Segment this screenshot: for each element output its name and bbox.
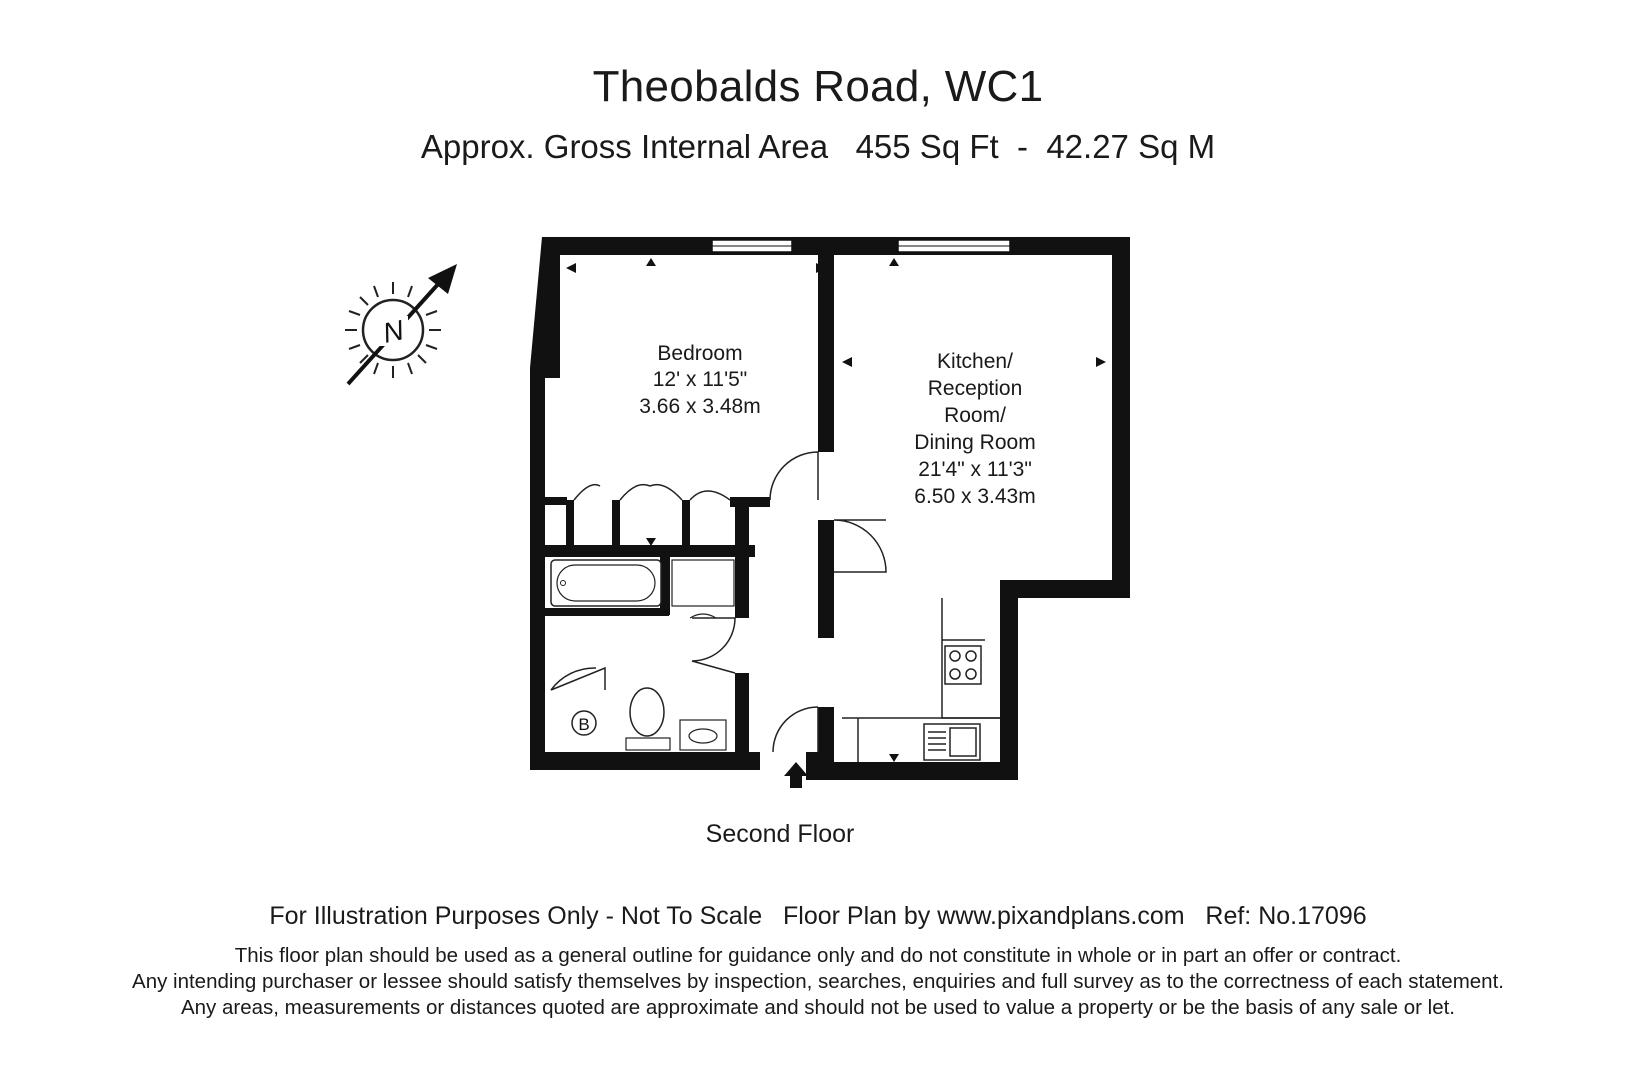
kitchen-units	[842, 598, 1000, 762]
footer-disclaimer-line-1: This floor plan should be used as a general outline for guidance only and do not constitute in whole or in part an offer or contract.	[234, 944, 1402, 967]
compass-icon	[345, 264, 457, 384]
toilet	[626, 688, 670, 750]
compass-north-label: N	[380, 314, 407, 349]
footer-disclaimer-line-3: Any areas, measurements or distances quoted are approximate and should not be used to value a property or be the basis of any sale or let.	[180, 996, 1456, 1019]
basin	[680, 720, 726, 750]
floor-label: Second Floor	[705, 820, 855, 848]
kitchen-name-line4: Dining Room	[914, 431, 1036, 454]
boiler-label: B	[578, 715, 590, 734]
kitchen-name-line1: Kitchen/	[937, 350, 1013, 373]
kitchen-name-line3: Room/	[944, 404, 1006, 427]
plan-title: Theobalds Road, WC1	[592, 62, 1044, 111]
kitchen-metric: 6.50 x 3.43m	[914, 485, 1036, 508]
wardrobe	[566, 500, 690, 548]
boiler-icon	[572, 711, 596, 735]
bedroom-imperial: 12' x 11'5"	[652, 368, 748, 391]
bedroom-name: Bedroom	[657, 342, 743, 365]
dimension-markers	[566, 258, 1106, 762]
footer-disclaimer-line-2: Any intending purchaser or lessee should satisfy themselves by inspection, searches, enquiries and full survey as to the correctness of each statement.	[132, 970, 1504, 993]
gross-area: Approx. Gross Internal Area 455 Sq Ft - 42.27 Sq M	[420, 128, 1216, 165]
cupboard	[672, 560, 734, 606]
kitchen-imperial: 21'4" x 11'3"	[918, 458, 1032, 481]
kitchen-name-line2: Reception	[927, 377, 1023, 400]
bedroom-metric: 3.66 x 3.48m	[639, 395, 761, 418]
entrance-arrow-icon	[784, 762, 808, 788]
footer-disclaimer-main: For Illustration Purposes Only - Not To Scale Floor Plan by www.pixandplans.com Ref: No.17096	[269, 902, 1367, 930]
bath	[551, 560, 661, 606]
